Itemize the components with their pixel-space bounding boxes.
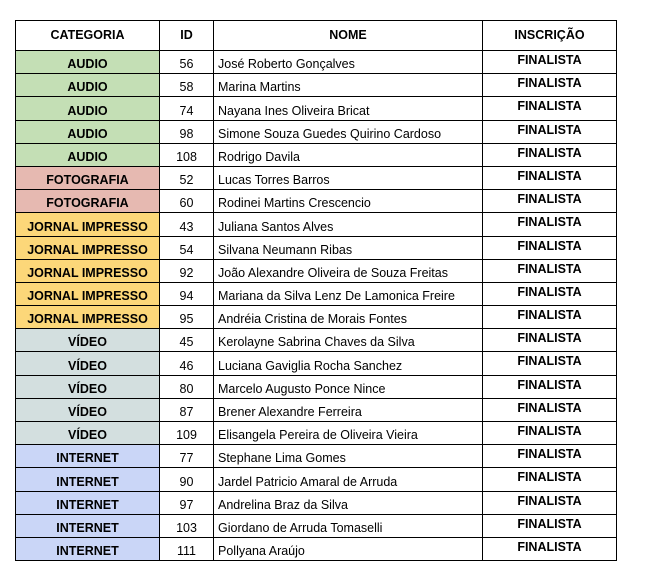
cell-id: 94 — [160, 282, 214, 305]
cell-nome: Andrelina Braz da Silva — [214, 491, 483, 514]
cell-categoria: INTERNET — [16, 468, 160, 491]
table-row — [16, 514, 617, 537]
cell-id: 87 — [160, 398, 214, 421]
cell-inscricao: FINALISTA — [483, 213, 617, 236]
cell-categoria: JORNAL IMPRESSO — [16, 306, 160, 329]
cell-id: 46 — [160, 352, 214, 375]
cell-nome: Mariana da Silva Lenz De Lamonica Freire — [214, 282, 483, 305]
header-categoria: CATEGORIA — [16, 21, 160, 51]
cell-categoria: INTERNET — [16, 514, 160, 537]
cell-categoria: AUDIO — [16, 120, 160, 143]
cell-nome: José Roberto Gonçalves — [214, 51, 483, 74]
cell-id: 43 — [160, 213, 214, 236]
header-nome: NOME — [214, 21, 483, 51]
cell-nome: Marina Martins — [214, 74, 483, 97]
cell-inscricao: FINALISTA — [483, 329, 617, 352]
finalists-table — [15, 20, 617, 561]
cell-inscricao: FINALISTA — [483, 120, 617, 143]
cell-inscricao: FINALISTA — [483, 491, 617, 514]
cell-nome: Brener Alexandre Ferreira — [214, 398, 483, 421]
cell-nome: Juliana Santos Alves — [214, 213, 483, 236]
cell-inscricao: FINALISTA — [483, 306, 617, 329]
cell-categoria: AUDIO — [16, 97, 160, 120]
cell-id: 52 — [160, 166, 214, 189]
cell-categoria: VÍDEO — [16, 398, 160, 421]
cell-categoria: VÍDEO — [16, 422, 160, 445]
header-row — [16, 21, 617, 51]
cell-categoria: FOTOGRAFIA — [16, 166, 160, 189]
cell-inscricao: FINALISTA — [483, 398, 617, 421]
table-row — [16, 445, 617, 468]
table-row — [16, 306, 617, 329]
cell-id: 74 — [160, 97, 214, 120]
cell-id: 103 — [160, 514, 214, 537]
cell-categoria: AUDIO — [16, 74, 160, 97]
table-row — [16, 97, 617, 120]
table-row — [16, 537, 617, 560]
table-row — [16, 329, 617, 352]
cell-id: 45 — [160, 329, 214, 352]
cell-categoria: INTERNET — [16, 445, 160, 468]
cell-nome: Simone Souza Guedes Quirino Cardoso — [214, 120, 483, 143]
cell-nome: Luciana Gaviglia Rocha Sanchez — [214, 352, 483, 375]
cell-inscricao: FINALISTA — [483, 166, 617, 189]
header-inscricao: INSCRIÇÃO — [483, 21, 617, 51]
table-row — [16, 51, 617, 74]
cell-id: 95 — [160, 306, 214, 329]
table-row — [16, 74, 617, 97]
cell-nome: Rodrigo Davila — [214, 143, 483, 166]
cell-nome: Silvana Neumann Ribas — [214, 236, 483, 259]
table-row — [16, 259, 617, 282]
cell-inscricao: FINALISTA — [483, 51, 617, 74]
table-row — [16, 236, 617, 259]
cell-categoria: JORNAL IMPRESSO — [16, 282, 160, 305]
cell-id: 97 — [160, 491, 214, 514]
cell-id: 92 — [160, 259, 214, 282]
table-row — [16, 282, 617, 305]
cell-categoria: VÍDEO — [16, 329, 160, 352]
cell-inscricao: FINALISTA — [483, 97, 617, 120]
cell-id: 109 — [160, 422, 214, 445]
cell-inscricao: FINALISTA — [483, 143, 617, 166]
cell-categoria: AUDIO — [16, 143, 160, 166]
cell-categoria: INTERNET — [16, 491, 160, 514]
cell-nome: Rodinei Martins Crescencio — [214, 190, 483, 213]
cell-categoria: AUDIO — [16, 51, 160, 74]
cell-nome: Kerolayne Sabrina Chaves da Silva — [214, 329, 483, 352]
table-row — [16, 190, 617, 213]
cell-nome: Nayana Ines Oliveira Bricat — [214, 97, 483, 120]
cell-id: 60 — [160, 190, 214, 213]
cell-id: 56 — [160, 51, 214, 74]
table-row — [16, 120, 617, 143]
table-row — [16, 398, 617, 421]
header-id: ID — [160, 21, 214, 51]
cell-inscricao: FINALISTA — [483, 445, 617, 468]
cell-categoria: JORNAL IMPRESSO — [16, 259, 160, 282]
cell-inscricao: FINALISTA — [483, 514, 617, 537]
cell-id: 111 — [160, 537, 214, 560]
cell-inscricao: FINALISTA — [483, 375, 617, 398]
table-row — [16, 352, 617, 375]
cell-nome: Giordano de Arruda Tomaselli — [214, 514, 483, 537]
cell-id: 54 — [160, 236, 214, 259]
table-row — [16, 375, 617, 398]
cell-id: 80 — [160, 375, 214, 398]
cell-inscricao: FINALISTA — [483, 282, 617, 305]
cell-inscricao: FINALISTA — [483, 259, 617, 282]
table-row — [16, 491, 617, 514]
cell-inscricao: FINALISTA — [483, 422, 617, 445]
cell-id: 90 — [160, 468, 214, 491]
cell-categoria: JORNAL IMPRESSO — [16, 236, 160, 259]
table-row — [16, 166, 617, 189]
cell-id: 108 — [160, 143, 214, 166]
cell-nome: Jardel Patricio Amaral de Arruda — [214, 468, 483, 491]
cell-id: 77 — [160, 445, 214, 468]
cell-nome: Pollyana Araújo — [214, 537, 483, 560]
cell-nome: Andréia Cristina de Morais Fontes — [214, 306, 483, 329]
table-row — [16, 422, 617, 445]
cell-categoria: VÍDEO — [16, 375, 160, 398]
cell-nome: Marcelo Augusto Ponce Nince — [214, 375, 483, 398]
table-body — [16, 51, 617, 561]
cell-nome: Elisangela Pereira de Oliveira Vieira — [214, 422, 483, 445]
cell-id: 98 — [160, 120, 214, 143]
cell-inscricao: FINALISTA — [483, 74, 617, 97]
cell-id: 58 — [160, 74, 214, 97]
table-row — [16, 468, 617, 491]
cell-categoria: VÍDEO — [16, 352, 160, 375]
table-row — [16, 213, 617, 236]
cell-inscricao: FINALISTA — [483, 190, 617, 213]
cell-nome: Stephane Lima Gomes — [214, 445, 483, 468]
cell-categoria: JORNAL IMPRESSO — [16, 213, 160, 236]
cell-inscricao: FINALISTA — [483, 537, 617, 560]
table-row — [16, 143, 617, 166]
cell-categoria: INTERNET — [16, 537, 160, 560]
cell-inscricao: FINALISTA — [483, 236, 617, 259]
cell-nome: João Alexandre Oliveira de Souza Freitas — [214, 259, 483, 282]
cell-inscricao: FINALISTA — [483, 468, 617, 491]
cell-nome: Lucas Torres Barros — [214, 166, 483, 189]
cell-inscricao: FINALISTA — [483, 352, 617, 375]
cell-categoria: FOTOGRAFIA — [16, 190, 160, 213]
